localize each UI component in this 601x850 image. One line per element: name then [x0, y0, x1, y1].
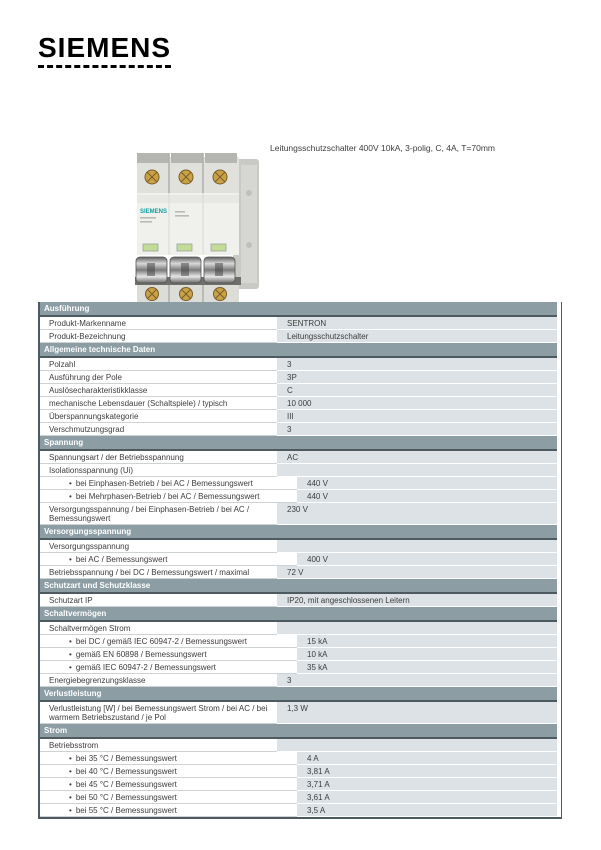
row-value: 35 kA [297, 661, 557, 674]
bullet-icon: • [69, 479, 72, 488]
section-header: Verlustleistung [40, 687, 557, 702]
table-row [40, 397, 557, 410]
bullet-icon: • [69, 663, 72, 672]
table-row [40, 410, 557, 423]
row-label: • bei 55 °C / Bemessungswert [40, 804, 297, 817]
row-value: 3 [277, 674, 557, 687]
table-row [40, 317, 557, 330]
row-label: Spannungsart / der Betriebsspannung [40, 451, 277, 464]
table-row [40, 674, 557, 687]
row-value: 10 000 [277, 397, 557, 410]
table-row [40, 791, 557, 804]
section-header: Schutzart und Schutzklasse [40, 579, 557, 594]
table-row [40, 622, 557, 635]
row-value: 3,61 A [297, 791, 557, 804]
row-label: Verlustleistung [W] / bei Bemessungswert Strom / bei AC / bei warmem Betriebszustand / je Pol [40, 702, 277, 724]
product-image [135, 145, 261, 302]
section-header: Strom [40, 724, 557, 739]
table-row [40, 661, 557, 674]
table-row [40, 477, 557, 490]
row-label: • bei 45 °C / Bemessungswert [40, 778, 297, 791]
table-row [40, 804, 557, 817]
row-label: • bei 50 °C / Bemessungswert [40, 791, 297, 804]
table-row [40, 765, 557, 778]
bullet-icon: • [69, 754, 72, 763]
bullet-icon: • [69, 555, 72, 564]
row-value: 3,5 A [297, 804, 557, 817]
row-label: Auslösecharakteristikklasse [40, 384, 277, 397]
table-row [40, 635, 557, 648]
row-value: Leitungsschutzschalter [277, 330, 557, 343]
section-header: Schaltvermögen [40, 607, 557, 622]
table-row [40, 423, 557, 436]
table-row [40, 358, 557, 371]
table-row [40, 464, 557, 477]
section-header: Versorgungsspannung [40, 525, 557, 540]
row-label: Isolationsspannung (Ui) [40, 464, 277, 477]
table-row [40, 371, 557, 384]
table-row [40, 566, 557, 579]
row-value [277, 540, 557, 553]
table-row [40, 553, 557, 566]
row-label: • bei 40 °C / Bemessungswert [40, 765, 297, 778]
row-label: Schaltvermögen Strom [40, 622, 277, 635]
row-value: 15 kA [297, 635, 557, 648]
row-label: • bei Einphasen-Betrieb / bei AC / Bemessungswert [40, 477, 297, 490]
bullet-icon: • [69, 793, 72, 802]
row-label: Energiebegrenzungsklasse [40, 674, 277, 687]
row-label: Produkt-Bezeichnung [40, 330, 277, 343]
row-value: 3 [277, 358, 557, 371]
row-value: 3,81 A [297, 765, 557, 778]
row-label: • bei DC / gemäß IEC 60947-2 / Bemessungswert [40, 635, 297, 648]
row-label: Polzahl [40, 358, 277, 371]
row-value: 4 A [297, 752, 557, 765]
row-label: • bei Mehrphasen-Betrieb / bei AC / Bemessungswert [40, 490, 297, 503]
circuit-breaker-illustration [135, 145, 261, 302]
table-row [40, 739, 557, 752]
row-label: Betriebsstrom [40, 739, 277, 752]
bullet-icon: • [69, 492, 72, 501]
bullet-icon: • [69, 806, 72, 815]
row-label: mechanische Lebensdauer (Schaltspiele) / typisch [40, 397, 277, 410]
table-row [40, 503, 557, 525]
table-row [40, 384, 557, 397]
table-row [40, 451, 557, 464]
row-value: 3,71 A [297, 778, 557, 791]
row-value: 3P [277, 371, 557, 384]
table-row [40, 648, 557, 661]
table-row [40, 594, 557, 607]
row-label: Betriebsspannung / bei DC / Bemessungswert / maximal [40, 566, 277, 579]
row-value: 72 V [277, 566, 557, 579]
spec-table [38, 302, 562, 819]
table-row [40, 702, 557, 724]
section-header: Allgemeine technische Daten [40, 343, 557, 358]
table-row [40, 490, 557, 503]
bullet-icon: • [69, 650, 72, 659]
bullet-icon: • [69, 767, 72, 776]
row-value: 1,3 W [277, 702, 557, 724]
row-label: • bei 35 °C / Bemessungswert [40, 752, 297, 765]
row-value [277, 464, 557, 477]
table-row [40, 752, 557, 765]
table-row [40, 540, 557, 553]
row-label: Schutzart IP [40, 594, 277, 607]
row-label: • gemäß IEC 60947-2 / Bemessungswert [40, 661, 297, 674]
bullet-icon: • [69, 637, 72, 646]
row-value: SENTRON [277, 317, 557, 330]
siemens-logo: SIEMENS [38, 33, 171, 68]
row-value: 230 V [277, 503, 557, 525]
row-label: Versorgungsspannung [40, 540, 277, 553]
row-value: 3 [277, 423, 557, 436]
row-value: IP20, mit angeschlossenen Leitern [277, 594, 557, 607]
row-value: III [277, 410, 557, 423]
row-value: 10 kA [297, 648, 557, 661]
table-row [40, 778, 557, 791]
product-description: Leitungsschutzschalter 400V 10kA, 3-polig, C, 4A, T=70mm [270, 143, 495, 153]
row-value: AC [277, 451, 557, 464]
row-label: Überspannungskategorie [40, 410, 277, 423]
bullet-icon: • [69, 780, 72, 789]
row-value: 400 V [297, 553, 557, 566]
row-value [277, 739, 557, 752]
row-value: 440 V [297, 477, 557, 490]
row-label: Versorgungsspannung / bei Einphasen-Betrieb / bei AC / Bemessungswert [40, 503, 277, 525]
row-value [277, 622, 557, 635]
section-header: Spannung [40, 436, 557, 451]
row-label: Ausführung der Pole [40, 371, 277, 384]
row-label: • gemäß EN 60898 / Bemessungswert [40, 648, 297, 661]
row-label: • bei AC / Bemessungswert [40, 553, 297, 566]
section-header: Ausführung [40, 302, 557, 317]
row-value: 440 V [297, 490, 557, 503]
device-brand-label: SIEMENS [140, 209, 168, 215]
row-label: Verschmutzungsgrad [40, 423, 277, 436]
row-value: C [277, 384, 557, 397]
table-row [40, 330, 557, 343]
row-label: Produkt-Markenname [40, 317, 277, 330]
